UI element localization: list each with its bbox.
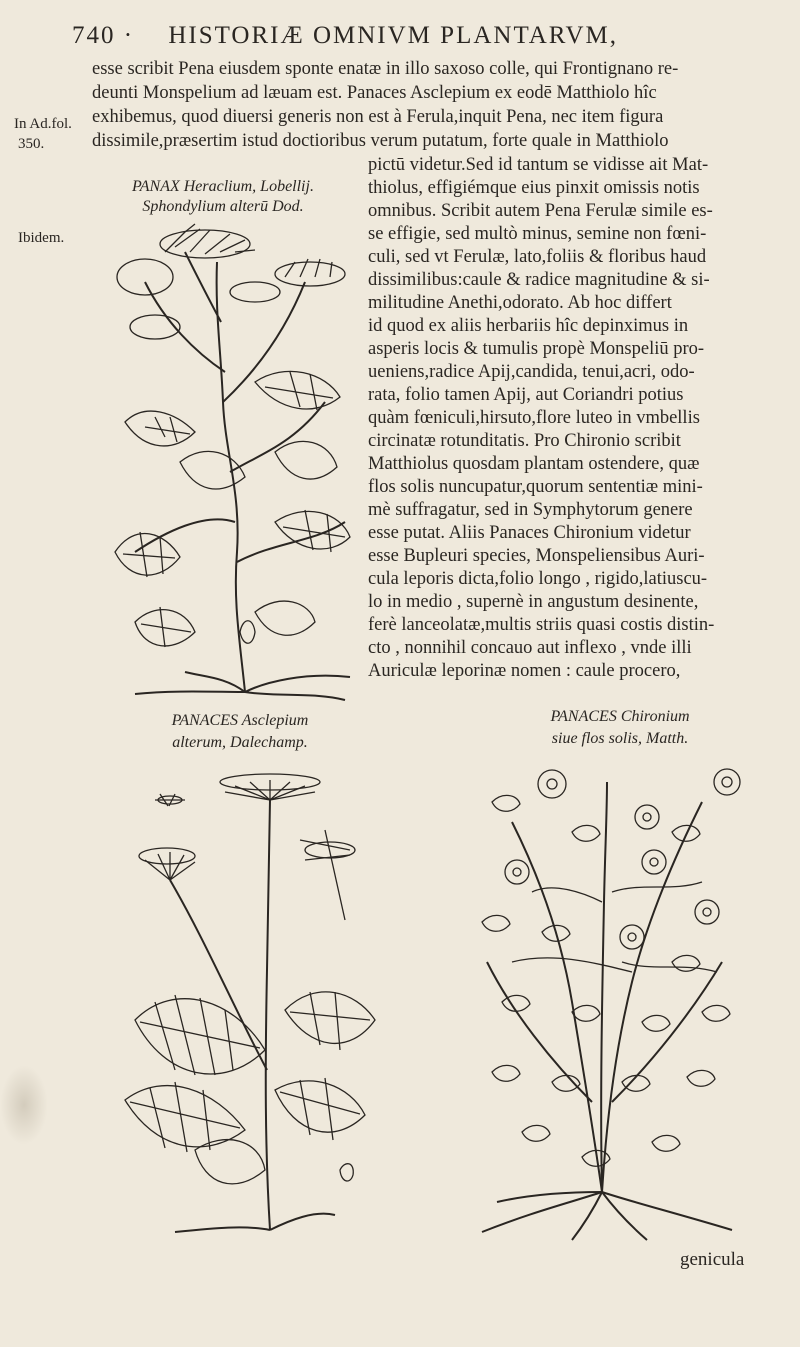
paper-stain [0, 1065, 48, 1145]
margin-note-ibidem: Ibidem. [18, 230, 65, 246]
text-line: esse Bupleuri species, Monspeliensibus Auri- [368, 546, 705, 566]
text-line: pictū videtur.Sed id tantum se vidisse ait Mat- [368, 155, 709, 175]
running-header [72, 22, 792, 50]
text-line: circinatæ rotunditatis. Pro Chironio scribit [368, 431, 681, 451]
text-line: mè suffragatur, sed in Symphytorum genere [368, 500, 693, 520]
text-line: ueniens,radice Apij,candida, tenui,acri, odo- [368, 362, 695, 382]
text-line: dissimile,præsertim istud doctioribus verum putatum, forte quale in Matthiolo [92, 131, 669, 151]
text-line: Matthiolus quosdam plantam ostendere, quæ [368, 454, 700, 474]
figure-caption-panaces-asclepium-line2: alterum, Dalechamp. [172, 734, 308, 751]
text-line: flos solis nuncupatur,quorum sententiæ mini- [368, 477, 703, 497]
text-line: dissimilibus:caule & radice magnitudine & si- [368, 270, 710, 290]
text-line: cto , nonnihil concauo aut inflexo , vnde illi [368, 638, 692, 658]
text-line: rata, folio tamen Apij, aut Coriandri potius [368, 385, 684, 405]
woodcut-panax-heraclium [105, 222, 355, 702]
text-line: se effigie, sed multò minus, semine non fœni- [368, 224, 707, 244]
page-number: 740 · [72, 22, 135, 49]
figure-caption-panax-heraclium: PANAX Heraclium, Lobellij. [132, 178, 314, 195]
text-line: Auriculæ leporinæ nomen : caule procero, [368, 661, 681, 681]
text-line: esse scribit Pena eiusdem sponte enatæ in illo saxoso colle, qui Frontignano re- [92, 59, 679, 79]
figure-caption-panaces-chironium-line2: siue flos solis, Matth. [551, 730, 689, 747]
text-line: lo in medio , supernè in angustum desinente, [368, 592, 699, 612]
text-line: id quod ex aliis herbariis hîc depinximus in [368, 316, 689, 336]
text-line: quàm fœniculi,hirsuto,flore luteo in vmbellis [368, 408, 700, 428]
figure-caption-panaces-chironium: PANACES Chironium [550, 708, 690, 725]
running-title: HISTORIÆ OMNIVM PLANTARVM, [168, 22, 618, 49]
text-line: cula leporis dicta,folio longo , rigido,latiuscu- [368, 569, 708, 589]
text-line: ferè lanceolatæ,multis striis quasi costis distin- [368, 615, 715, 635]
text-line: asperis locis & tumulis propè Monspeliū pro- [368, 339, 705, 359]
woodcut-panaces-chironium [472, 762, 742, 1242]
woodcut-panaces-asclepium [115, 770, 385, 1240]
figure-caption-panax-heraclium-line2: Sphondylium alterū Dod. [142, 198, 304, 215]
text-line: culi, sed vt Ferulæ, lato,foliis & floribus haud [368, 247, 707, 267]
catchword: genicula [680, 1249, 745, 1270]
text-line: deunti Monspelium ad læuam est. Panaces Asclepium ex eodē Matthiolo hîc [92, 83, 657, 103]
text-line: omnibus. Scribit autem Pena Ferulæ simile es- [368, 201, 713, 221]
text-line: esse putat. Aliis Panaces Chironium videtur [368, 523, 691, 543]
margin-note-ref: In Ad.fol. [14, 116, 72, 132]
text-line: militudine Anethi,odorato. Ab hoc differt [368, 293, 672, 313]
margin-note-folio: 350. [18, 136, 45, 152]
text-line: exhibemus, quod diuersi generis non est à Ferula,inquit Pena, nec item figura [92, 107, 664, 127]
figure-caption-panaces-asclepium: PANACES Asclepium [171, 712, 309, 729]
text-line: thiolus, effigiémque eius pinxit omissis notis [368, 178, 700, 198]
